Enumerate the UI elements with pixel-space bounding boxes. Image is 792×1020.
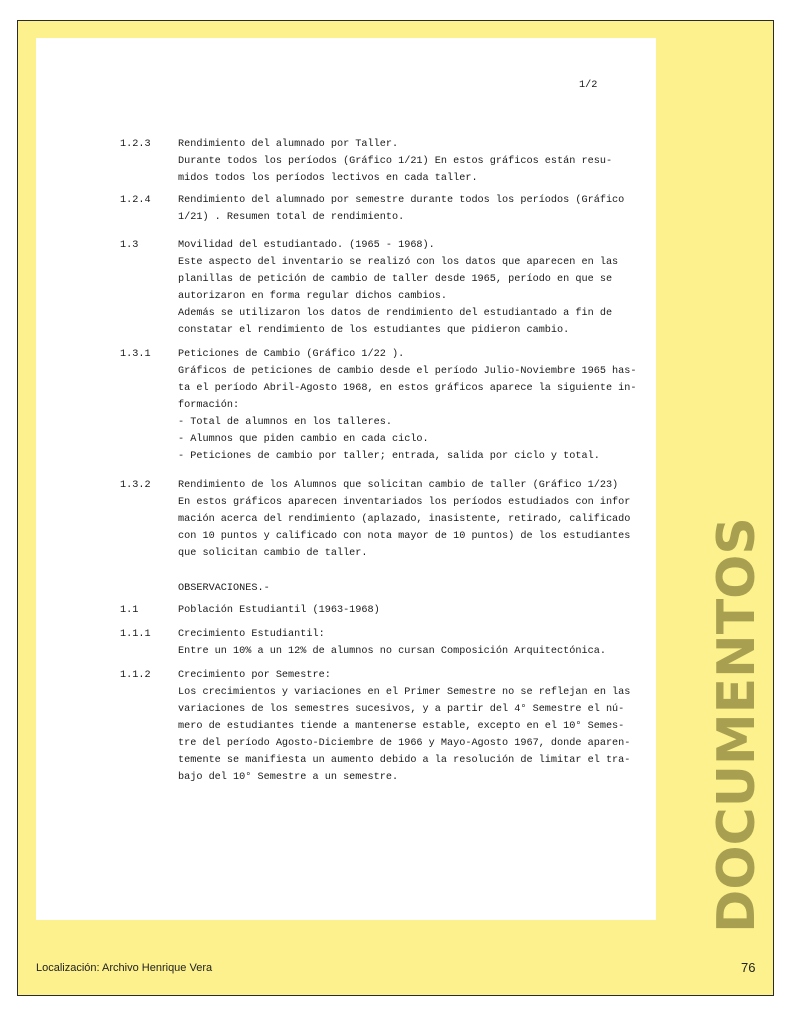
footer-location: Localización: Archivo Henrique Vera	[36, 962, 213, 974]
observation-number: 1.1	[120, 605, 139, 616]
section-side-title: DOCUMENTOS	[707, 517, 767, 933]
section-line: Rendimiento de los Alumnos que solicitan cambio de taller (Gráfico 1/23)	[178, 480, 619, 491]
observation-body	[178, 602, 623, 619]
footer-page-number: 76	[741, 960, 756, 975]
section-line: Rendimiento del alumnado por Taller.	[178, 139, 399, 150]
section-line: - Alumnos que piden cambio en cada ciclo.	[178, 434, 429, 445]
section-line: 1/21) . Resumen total de rendimiento.	[178, 212, 405, 223]
section-line: - Total de alumnos en los talleres.	[178, 417, 392, 428]
section-number: 1.3.1	[120, 349, 151, 360]
observation-body	[178, 667, 631, 786]
section-line: autorizaron en forma regular dichos cambios.	[178, 291, 447, 302]
section-body	[178, 192, 623, 226]
observation-line: Crecimiento Estudiantil:	[178, 629, 325, 640]
observation-number: 1.1.1	[120, 629, 151, 640]
observation-line: tre del período Agosto-Diciembre de 1966 y Mayo-Agosto 1967, donde aparen-	[178, 738, 631, 749]
document-page-number: 1/2	[579, 80, 598, 91]
section-body	[178, 237, 623, 339]
section-line: ta el período Abril-Agosto 1968, en estos gráficos aparece la siguiente in-	[178, 383, 637, 394]
observation-line: Crecimiento por Semestre:	[178, 670, 331, 681]
section-line: En estos gráficos aparecen inventariados los períodos estudiados con infor	[178, 497, 631, 508]
observation-line: bajo del 10° Semestre a un semestre.	[178, 772, 399, 783]
observation-number: 1.1.2	[120, 670, 151, 681]
observation-line: Los crecimientos y variaciones en el Primer Semestre no se reflejan en las	[178, 687, 631, 698]
section-body	[178, 136, 623, 187]
section-line: Durante todos los períodos (Gráfico 1/21) En estos gráficos están resu-	[178, 156, 613, 167]
section-number: 1.3	[120, 240, 139, 251]
section-line: Este aspecto del inventario se realizó con los datos que aparecen en las	[178, 257, 619, 268]
section-line: que solicitan cambio de taller.	[178, 548, 368, 559]
section-line: con 10 puntos y calificado con nota mayor de 10 puntos) de los estudiantes	[178, 531, 631, 542]
section-body	[178, 346, 637, 465]
section-line: formación:	[178, 400, 240, 411]
section-line: midos todos los períodos lectivos en cada taller.	[178, 173, 478, 184]
section-line: constatar el rendimiento de los estudiantes que pidieron cambio.	[178, 325, 570, 336]
observation-line: temente se manifiesta un aumento debido a la resolución de limitar el tra-	[178, 755, 631, 766]
section-line: Gráficos de peticiones de cambio desde el período Julio-Noviembre 1965 has-	[178, 366, 637, 377]
observation-line: Entre un 10% a un 12% de alumnos no cursan Composición Arquitectónica.	[178, 646, 606, 657]
section-line: - Peticiones de cambio por taller; entrada, salida por ciclo y total.	[178, 451, 600, 462]
section-number: 1.2.3	[120, 139, 151, 150]
observations-heading: OBSERVACIONES.-	[178, 583, 270, 594]
section-line: Rendimiento del alumnado por semestre durante todos los períodos (Gráfico	[178, 195, 625, 206]
section-line: Además se utilizaron los datos de rendimiento del estudiantado a fin de	[178, 308, 613, 319]
observation-line: mero de estudiantes tiende a mantenerse estable, excepto en el 10° Semes-	[178, 721, 625, 732]
section-line: Peticiones de Cambio (Gráfico 1/22 ).	[178, 349, 405, 360]
section-body	[178, 477, 631, 562]
section-number: 1.2.4	[120, 195, 151, 206]
section-line: mación acerca del rendimiento (aplazado, inasistente, retirado, calificado	[178, 514, 631, 525]
section-number: 1.3.2	[120, 480, 151, 491]
observation-body	[178, 626, 623, 660]
section-line: Movilidad del estudiantado. (1965 - 1968).	[178, 240, 435, 251]
section-line: planillas de petición de cambio de taller desde 1965, período en que se	[178, 274, 613, 285]
observation-line: variaciones de los semestres sucesivos, y a partir del 4° Semestre el nú-	[178, 704, 625, 715]
observation-line: Población Estudiantil (1963-1968)	[178, 605, 380, 616]
